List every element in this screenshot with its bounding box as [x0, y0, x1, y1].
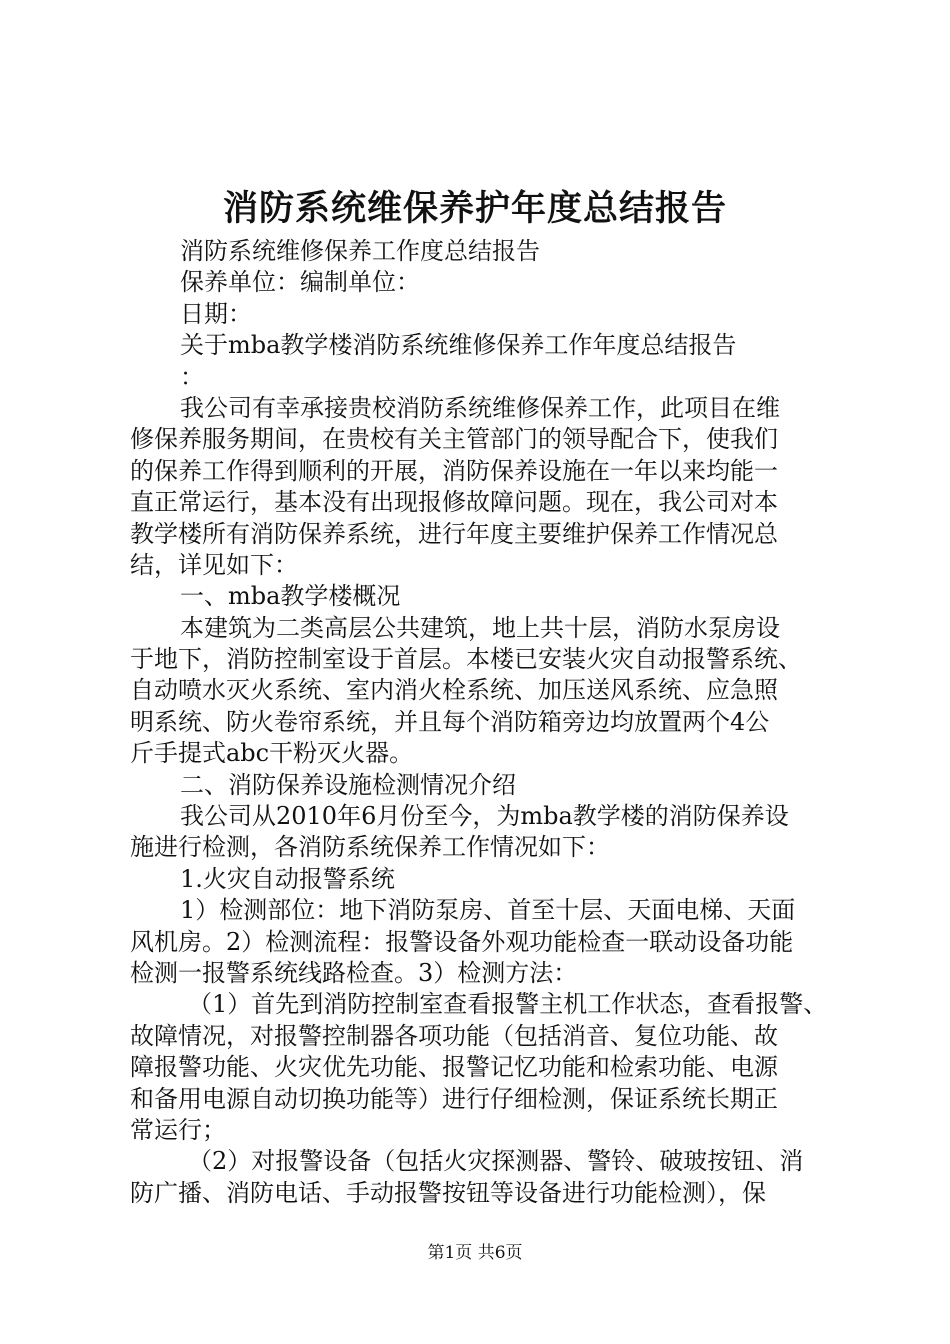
page-footer: 第1页 共6页: [427, 1243, 523, 1263]
paragraph-line: 的保养工作得到顺利的开展，消防保养设施在一年以来均能一: [130, 456, 778, 485]
subject-line: 关于mba教学楼消防系统维修保养工作年度总结报告: [180, 331, 737, 360]
document-body: [130, 236, 830, 1209]
colon-line: ：: [180, 362, 204, 391]
paragraph-line: 教学楼所有消防保养系统，进行年度主要维护保养工作情况总: [130, 519, 778, 548]
paragraph-line: 直正常运行，基本没有出现报修故障问题。现在，我公司对本: [130, 488, 778, 517]
paragraph-line: 明系统、防火卷帘系统，并且每个消防箱旁边均放置两个4公: [130, 707, 770, 736]
paragraph-line: （2）对报警设备（包括火灾探测器、警铃、破玻按钮、消: [188, 1147, 804, 1176]
paragraph-line: 自动喷水灭火系统、室内消火栓系统、加压送风系统、应急照: [130, 676, 778, 705]
subtitle-line: 消防系统维修保养工作度总结报告: [180, 237, 540, 265]
paragraph-line: 故障情况，对报警控制器各项功能（包括消音、复位功能、故: [130, 1021, 778, 1050]
subsection-heading: 1.火灾自动报警系统: [180, 864, 395, 893]
paragraph-line: 防广播、消防电话、手动报警按钮等设备进行功能检测），保: [130, 1178, 766, 1207]
paragraph-line: 检测一报警系统线路检查。3）检测方法：: [130, 958, 578, 987]
paragraph-line: 风机房。2）检测流程：报警设备外观功能检查一联动设备功能: [130, 927, 794, 956]
document-title: 消防系统维保养护年度总结报告: [222, 188, 727, 229]
paragraph-line: 障报警功能、火灾优先功能、报警记忆功能和检索功能、电源: [130, 1053, 778, 1082]
date-line: 日期：: [180, 299, 252, 328]
paragraph-line: 结，详见如下：: [130, 550, 298, 579]
section-heading: 一、mba教学楼概况: [180, 582, 401, 611]
paragraph-line: 和备用电源自动切换功能等）进行仔细检测，保证系统长期正: [130, 1084, 778, 1113]
unit-line: 保养单位：编制单位：: [180, 268, 420, 297]
paragraph-line: 1）检测部位：地下消防泵房、首至十层、天面电梯、天面: [180, 896, 796, 925]
paragraph-line: 斤手提式abc干粉灭火器。: [130, 739, 414, 768]
paragraph-line: 我公司有幸承接贵校消防系统维修保养工作，此项目在维: [180, 393, 780, 422]
paragraph-line: 修保养服务期间，在贵校有关主管部门的领导配合下，使我们: [130, 425, 778, 454]
paragraph-line: 我公司从2010年6月份至今，为mba教学楼的消防保养设: [180, 802, 789, 831]
paragraph-line: 本建筑为二类高层公共建筑，地上共十层，消防水泵房设: [180, 613, 780, 642]
section-heading: 二、消防保养设施检测情况介绍: [180, 770, 516, 799]
paragraph-line: （1）首先到消防控制室查看报警主机工作状态，查看报警、: [188, 990, 828, 1019]
paragraph-line: 常运行；: [130, 1115, 226, 1144]
paragraph-line: 施进行检测，各消防系统保养工作情况如下：: [130, 833, 610, 862]
paragraph-line: 于地下，消防控制室设于首层。本楼已安装火灾自动报警系统、: [130, 645, 802, 674]
